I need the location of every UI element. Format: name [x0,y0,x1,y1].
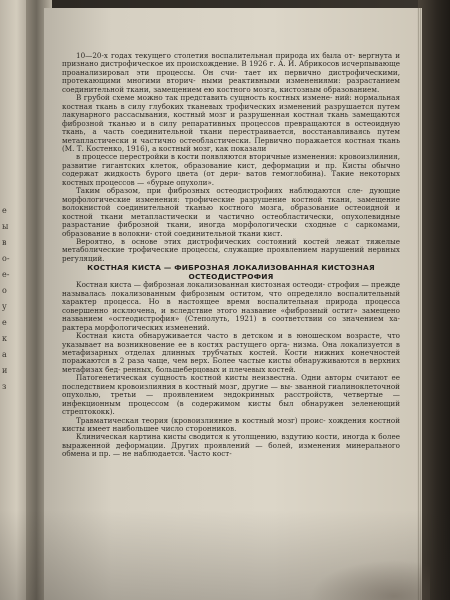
text-line: время воспалительная природа процесса совершенно исключена, и [62,297,400,315]
text-line: дующие морфологические изменения: трофические разрушение костной [62,186,400,204]
text-line: Костная киста обнаруживается часто в детском и в юношеском [76,331,342,341]
text-line: ренных, большеберцовых и плечевых костей. [122,364,296,374]
book-page [44,8,420,600]
paragraph-6 [62,281,400,332]
text-line: рактера морфологических изменений. [62,322,210,332]
text-line: хождения костной кисты имеет наибольшее число сторонников. [62,415,400,434]
left-page-fragment: з [2,382,7,391]
text-line: возрасте, что указывает на возникновение ее в костях растущего орга- [62,331,400,349]
text-line: замещением ею костного мозга, кистозным образованием. [153,84,380,94]
paragraph-10 [62,433,400,458]
paragraph-2 [62,94,400,153]
text-line: А. И. Абрикосов исчерпывающе проанализировал эти процессы. Он счи- [62,59,400,77]
text-line: «остеодистрофия» (Степолуть, 1921) в соответствии со значением ха- [108,314,400,324]
paragraph-5 [62,238,400,263]
text-line: низма. Она локализуется в метафизарных отделах длинных трубчатых [62,339,400,357]
text-line: что определяло воспалительный характер процесса. Но в настоящее [62,288,400,307]
text-line: Травматическая теория (кровоизлияние в костный мозг) проис- [76,415,326,425]
text-line: тяжелые метаболические трофические процессы, служащие проявлением [62,236,400,255]
paragraph-8 [62,374,400,416]
text-line: костей. Кости нижних конечностей поражаются в 2 раза чаще, чем [62,347,400,366]
text-line: верх. Более частые кисты обнаруживаются в верхних метафизах бед- [62,356,401,374]
paragraph-1 [62,52,400,94]
text-line: соединительной ткани перестраивается, восстанавливаясь путем [131,127,400,137]
text-line: иногда морфологически сходные с саркомами, образование в волокни- [62,220,400,238]
text-line: Вероятно, в основе этих дистрофических состояний костей лежат [76,236,360,246]
left-page-fragment: е [2,206,7,215]
text-line: метапластически и частично остеобластически. Первично поражается костная [62,135,376,145]
text-line: в процессе перестройки в кости появляются вторичные изменения: [76,152,337,162]
text-line: ткани, замещение волокнистой соединительной тканью костного мозга, [62,194,400,213]
text-line: вследствие этого название «фиброзный остит» замещено названием [62,305,400,324]
text-line: репаративных процессов превращаются в остеоидную ткань, а часть [62,118,400,137]
page-text [62,52,400,459]
text-line: остеобластически, опухолевидные разрастание фиброзной ткани, [62,211,400,230]
left-page-fragment: и [2,366,8,375]
left-page-fragment: а [2,350,7,359]
section-heading [62,263,400,281]
text-line: Костная киста — фиброзная локализованная кистозная остеоди- [76,280,326,290]
text-line: иногда к более выраженной деформации. Других проявлений — болей, [62,432,400,450]
text-line: нарушений нервных регуляций. [62,245,400,263]
text-line: образование остеоидной и костной ткани метапластически и частично [62,203,400,221]
text-line: кровоизлияния, развитие гигантских клеток, образование кист, деформации [62,152,400,170]
text-line: расстройств, четвертые — инфекционным процессом (в содержимом [62,390,400,408]
text-line: ными реактивными изменениями: разрастанием соединительной ткани, [62,76,400,94]
left-page-fragment: о [2,286,7,295]
text-line: 10—20-х годах текущего столетия воспалительная природа их была от- [76,51,356,60]
text-line: Таким образом, при фиброзных остеодистрофиях наблюдаются сле- [76,186,363,196]
text-line: «бурые опухоли». [146,177,215,187]
text-line: ткань (М. Т. Костенко, 1916), а костный мозг, как показали [62,135,400,153]
text-line: стой соединительной ткани кист. [154,228,283,238]
text-line: строфия — прежде называлась локализованным фиброзным оститом, [62,280,400,298]
paragraph-9 [62,417,400,434]
text-line: Клиническая картина кисты сводится к утолщению, вздутию кости, [76,432,340,442]
text-line: тает их первично дистрофическими, протекающими многими вторич- [62,67,400,86]
left-page-fragment: о- [2,254,10,263]
text-line: изменений разрушается путем лакунарного рассасывания, костный мозг [62,101,400,120]
text-line: изменения минерального обмена и пр. — не наблюдается. Часто кост- [62,440,400,459]
left-page-fragment: е- [2,270,10,279]
heading-line: КОСТНАЯ КИСТА — ФИБРОЗНАЯ ЛОКАЛИЗОВАННАЯ КИСТОЗНАЯ [87,263,375,273]
page-stack-edge [417,8,422,600]
paragraph-3 [62,153,400,187]
text-line: В грубой схеме можно так представить сущность костных измене- [76,93,333,103]
left-page-fragment: в [2,238,7,247]
text-line: вергнута и признано дистрофическое их происхождение. В 1926 г. [62,51,400,69]
text-line: ний: нормальная костная ткань в силу глубоких тканевых трофических [62,93,400,111]
book-spine [418,0,450,600]
heading-line: ОСТЕОДИСТРОФИЯ [188,272,274,282]
text-line: и разрушенная костная ткань замещаются фиброзной тканью и в силу [62,110,400,128]
left-page-fragment: е [2,318,7,327]
text-line: и пр. Кисты обычно содержат жидкость бурого цвета (от дери- [62,160,400,179]
left-page-fragment: ы [2,222,9,231]
text-line: ватов гемоглобина). Такие некоторых костных процессов — [62,169,400,187]
text-line: Патогенетическая сущность костной кисты неизвестна. Одни авторы [76,373,352,383]
text-line: кисты был обнаружен зеленеющий стрептококк). [62,398,400,417]
left-page-fragment: у [2,302,7,311]
text-line: званной гиалиноклеточной опухолью, третьи — проявлением эндокринных [62,381,400,400]
paragraph-7 [62,332,400,374]
text-line: считают ее последствием кровоизлияния в костный мозг, другие — вы- [62,373,400,391]
left-page-fragment: к [2,334,7,343]
paragraph-4 [62,187,400,238]
